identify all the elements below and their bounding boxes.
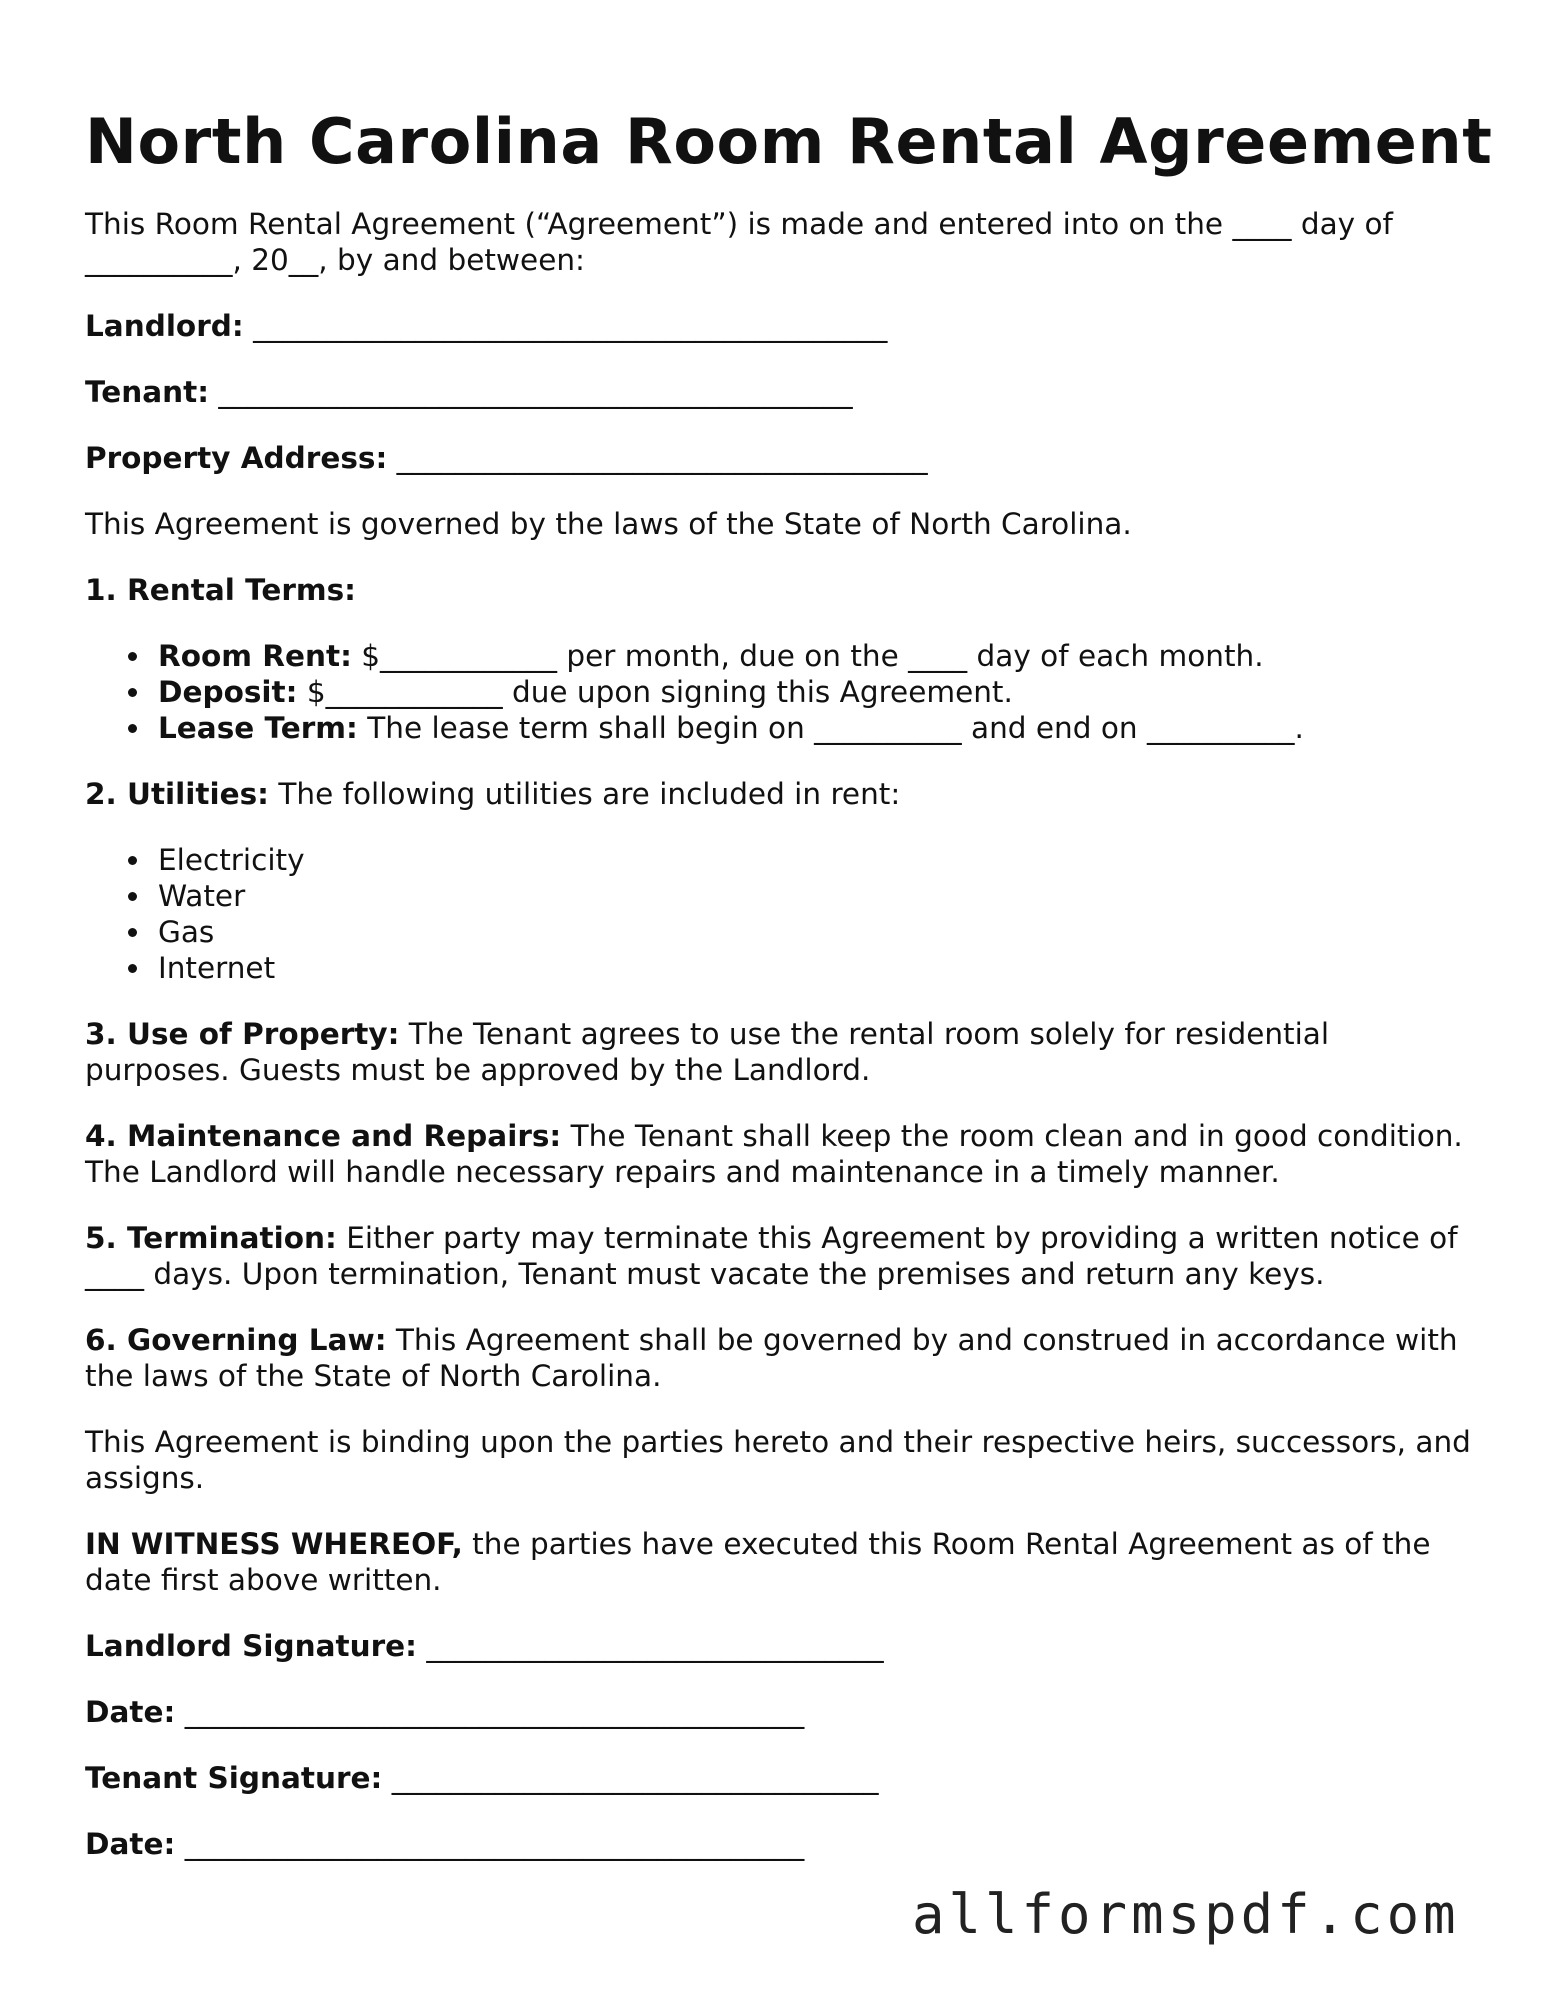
watermark: allformspdf.com: [912, 1883, 1460, 1946]
landlord-blank: ___________________________________________: [253, 309, 888, 343]
landlord-label: Landlord:: [85, 309, 244, 343]
property-address-blank: ____________________________________: [396, 441, 928, 475]
list-item: [158, 674, 1475, 710]
utilities-list: [85, 842, 1475, 986]
list-item: Water: [158, 878, 1475, 914]
section-2-utilities: [85, 776, 1475, 812]
deposit-label: Deposit:: [158, 675, 298, 709]
witness-lead: IN WITNESS WHEREOF,: [85, 1527, 463, 1561]
rental-terms-list: [85, 638, 1475, 746]
tenant-date-label: Date:: [85, 1827, 176, 1861]
governed-statement: This Agreement is governed by the laws of the State of North Carolina.: [85, 507, 1132, 541]
tenant-signature-blank: _________________________________: [391, 1761, 879, 1795]
list-item: [158, 710, 1475, 746]
landlord-field: [85, 308, 1475, 344]
section-4-maintenance: [85, 1118, 1475, 1190]
tenant-date-field: [85, 1826, 1475, 1862]
list-item: [158, 638, 1475, 674]
property-address-field: [85, 440, 1475, 476]
list-item: Gas: [158, 914, 1475, 950]
maintenance-text: The Tenant shall keep the room clean and in good condition. The Landlord will handle necessary repairs and maintenance in a timely manner.: [85, 1119, 1463, 1189]
list-item: Electricity: [158, 842, 1475, 878]
section-1-heading: [85, 572, 1475, 608]
tenant-blank: ___________________________________________: [218, 375, 853, 409]
lease-term-label: Lease Term:: [158, 711, 358, 745]
landlord-date-blank: __________________________________________: [184, 1695, 805, 1729]
rental-terms-heading: 1. Rental Terms:: [85, 573, 356, 607]
intro-paragraph: This Room Rental Agreement (“Agreement”) is made and entered into on the ____ day of __________, 20__, by and between:: [85, 207, 1393, 277]
landlord-date-label: Date:: [85, 1695, 176, 1729]
tenant-date-blank: __________________________________________: [184, 1827, 805, 1861]
use-of-property-text: The Tenant agrees to use the rental room solely for residential purposes. Guests must be approved by the Landlord.: [85, 1017, 1330, 1087]
termination-heading: 5. Termination:: [85, 1221, 337, 1255]
tenant-label: Tenant:: [85, 375, 210, 409]
binding-paragraph: This Agreement is binding upon the parties hereto and their respective heirs, successors, and assigns.: [85, 1425, 1471, 1495]
section-6-governing-law: [85, 1322, 1475, 1394]
document-page: [85, 100, 1493, 1892]
document-title: North Carolina Room Rental Agreement: [85, 105, 1493, 178]
lease-term-text: The lease term shall begin on __________ and end on __________.: [357, 711, 1304, 745]
maintenance-heading: 4. Maintenance and Repairs:: [85, 1119, 562, 1153]
tenant-signature-field: [85, 1760, 1475, 1796]
utilities-heading: 2. Utilities:: [85, 777, 269, 811]
section-3-use-of-property: [85, 1016, 1475, 1088]
property-address-label: Property Address:: [85, 441, 388, 475]
termination-text: Either party may terminate this Agreement by providing a written notice of ____ days. Upon termination, Tenant must vacate the premises and return any keys.: [85, 1221, 1458, 1291]
landlord-signature-label: Landlord Signature:: [85, 1629, 417, 1663]
landlord-signature-field: [85, 1628, 1475, 1664]
deposit-text: $____________ due upon signing this Agreement.: [297, 675, 1013, 709]
utilities-text: The following utilities are included in rent:: [268, 777, 901, 811]
use-of-property-heading: 3. Use of Property:: [85, 1017, 400, 1051]
room-rent-label: Room Rent:: [158, 639, 352, 673]
list-item: Internet: [158, 950, 1475, 986]
witness-text: the parties have executed this Room Rental Agreement as of the date first above written.: [85, 1527, 1431, 1597]
landlord-signature-blank: _______________________________: [426, 1629, 884, 1663]
room-rent-text: $____________ per month, due on the ____ day of each month.: [351, 639, 1264, 673]
witness-paragraph: [85, 1526, 1475, 1598]
governing-law-text: This Agreement shall be governed by and construed in accordance with the laws of the State of North Carolina.: [85, 1323, 1458, 1393]
governing-law-heading: 6. Governing Law:: [85, 1323, 387, 1357]
tenant-signature-label: Tenant Signature:: [85, 1761, 383, 1795]
tenant-field: [85, 374, 1475, 410]
landlord-date-field: [85, 1694, 1475, 1730]
section-5-termination: [85, 1220, 1475, 1292]
